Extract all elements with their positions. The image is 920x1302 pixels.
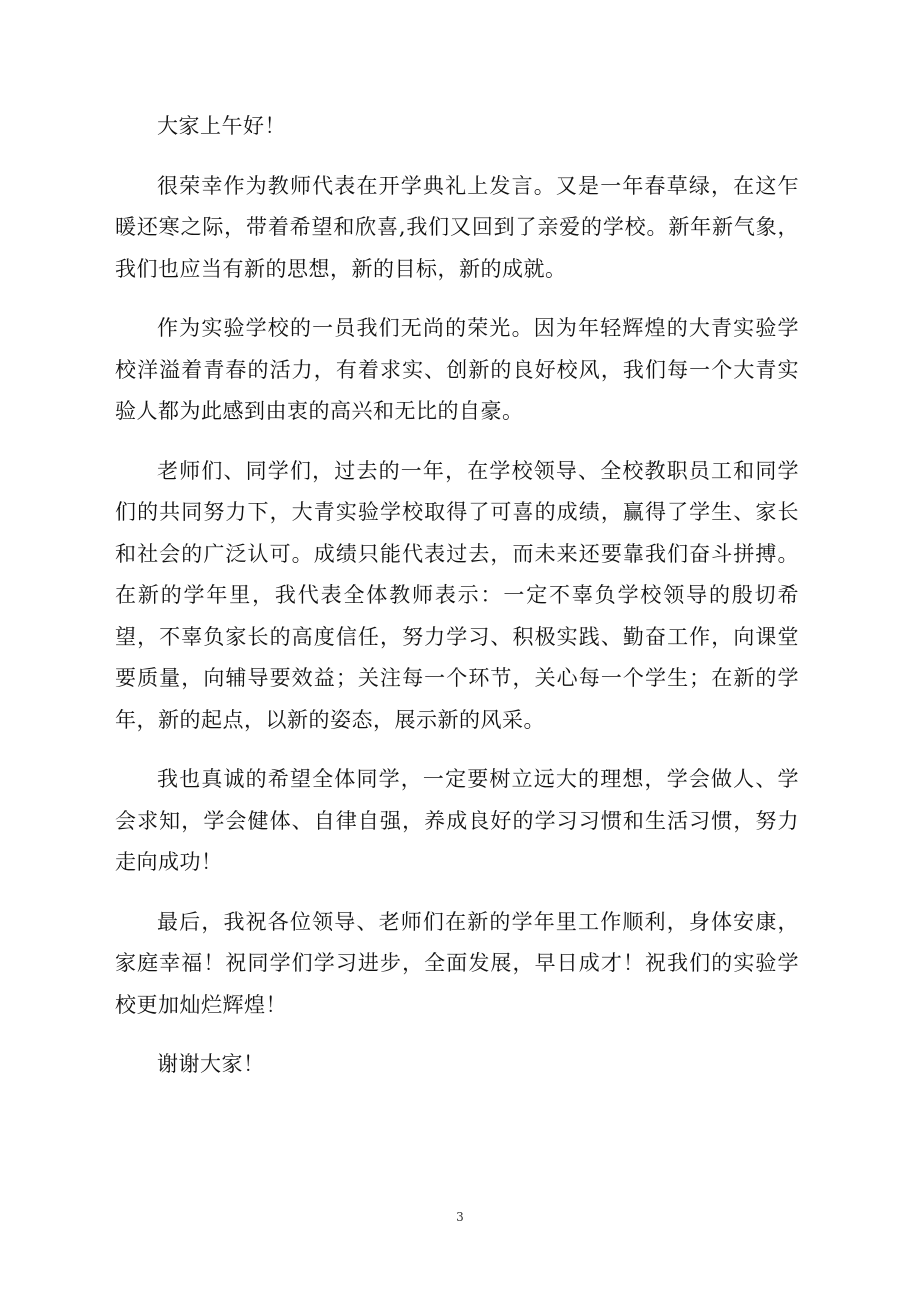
school-pride-paragraph: 作为实验学校的一员我们无尚的荣光。因为年轻辉煌的大青实验学校洋溢着青春的活力，有着求实、创新的良好校风，我们每一个大青实验人都为此感到由衷的高兴和无比的自豪。: [115, 316, 799, 423]
wishes-paragraph: 最后，我祝各位领导、老师们在新的学年里工作顺利，身体安康，家庭幸福！祝同学们学习进步，全面发展，早日成才！祝我们的实验学校更加灿烂辉煌！: [115, 909, 799, 1017]
achievements-paragraph: 老师们、同学们，过去的一年，在学校领导、全校教职员工和同学们的共同努力下，大青实验学校取得了可喜的成绩，赢得了学生、家长和社会的广泛认可。成绩只能代表过去，而未来还要靠我们奋斗拼搏。在新的学年里，我代表全体教师表示：一定不辜负学校领导的殷切希望，不辜负家长的高度信任，努力学习、积极实践、勤奋工作，向课堂要质量，向辅导要效益；关注每一个环节，关心每一个学生；在新的学年，新的起点，以新的姿态，展示新的风采。: [115, 458, 799, 732]
students-hope-paragraph: 我也真诚的希望全体同学，一定要树立远大的理想，学会做人、学会求知，学会健体、自律自强，养成良好的学习习惯和生活习惯，努力走向成功！: [115, 767, 799, 874]
greeting-paragraph: 大家上午好！: [157, 114, 286, 138]
page-number: 3: [456, 1210, 464, 1224]
opening-paragraph: 很荣幸作为教师代表在开学典礼上发言。又是一年春草绿，在这乍暖还寒之际，带着希望和欣喜,我们又回到了亲爱的学校。新年新气象，我们也应当有新的思想，新的目标，新的成就。: [115, 173, 799, 281]
document-body: [115, 106, 799, 1104]
closing-paragraph: 谢谢大家！: [157, 1052, 265, 1076]
